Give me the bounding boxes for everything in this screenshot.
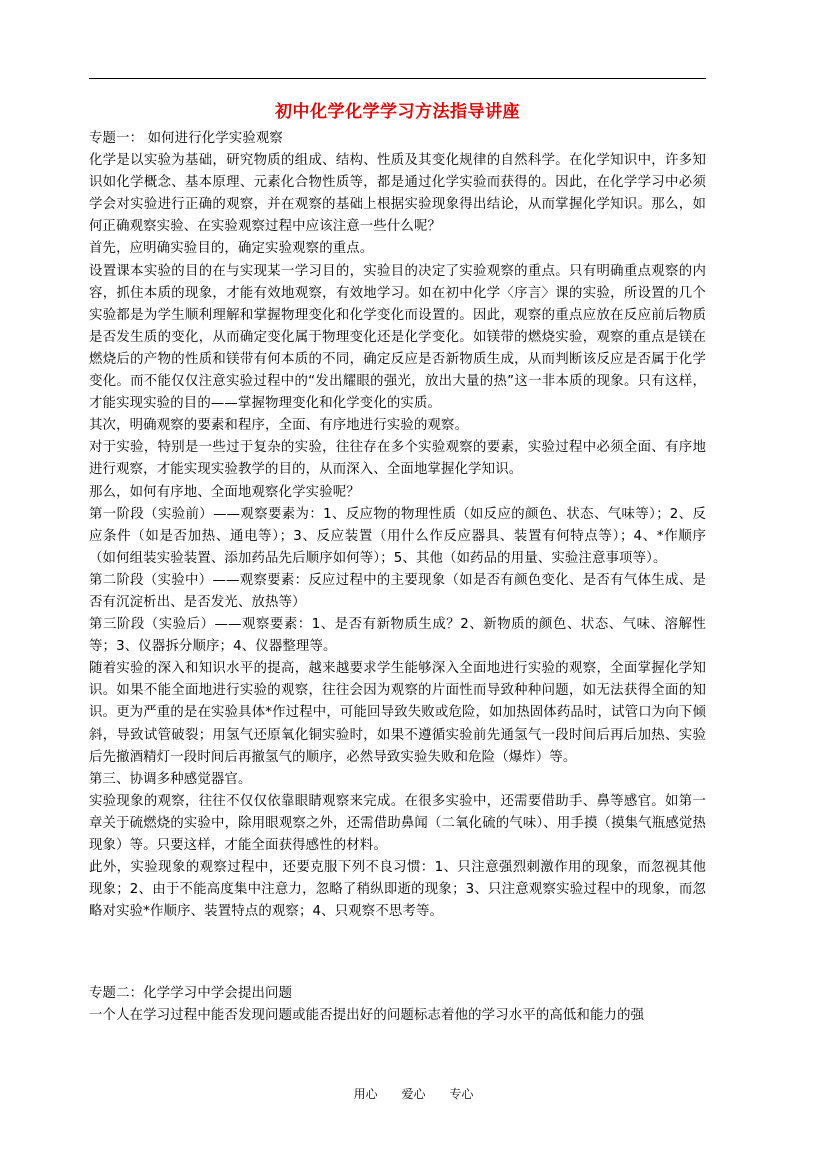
paragraph: 对于实验，特别是一些过于复杂的实验，往往存在多个实验观察的要素，实验过程中必须全面、有序地进行观察，才能实现实验教学的目的，从而深入、全面地掌握化学知识。: [89, 440, 706, 478]
paragraph: 一个人在学习过程中能否发现问题或能否提出好的问题标志着他的学习水平的高低和能力的强: [89, 1008, 645, 1024]
document-body: [89, 100, 706, 1028]
paragraph: 第三阶段（实验后）——观察要素：1、是否有新物质生成？2、新物质的颜色、状态、气味、溶解性等；3、仪器拆分顺序；4、仪器整理等。: [89, 617, 706, 655]
paragraph: 第二阶段（实验中）——观察要素：反应过程中的主要现象（如是否有颜色变化、是否有气体生成、是否有沉淀析出、是否发光、放热等）: [89, 572, 706, 610]
section-heading: 专题二：化学学习中学会提出问题: [89, 986, 293, 1002]
paragraph: 其次，明确观察的要素和程序，全面、有序地进行实验的观察。: [89, 418, 469, 434]
paragraph: 设置课本实验的目的在与实现某一学习目的，实验目的决定了实验观察的重点。只有明确重点观察的内容，抓住本质的现象，才能有效地观察，有效地学习。如在初中化学〈序言〉课的实验，所设置的几个实验都是为学生顺利理解和掌握物理变化和化学变化而设置的。因此，观察的重点应放在反应前后物质是否发生质的变化，从而确定变化属于物理变化还是化学变化。如镁带的燃烧实验，观察的重点是镁在燃烧后的产物的性质和镁带有何本质的不同，确定反应是否新物质生成，从而判断该反应是否属于化学变化。而不能仅仅注意实验过程中的“发出耀眼的强光，放出大量的热”这一非本质的现象。只有这样，才能实现实验的目的——掌握物理变化和化学变化的实质。: [89, 263, 706, 412]
footer-text: 专心: [449, 1087, 474, 1101]
paragraph: 第三、协调多种感觉器官。: [89, 771, 252, 787]
paragraph: 随着实验的深入和知识水平的提高，越来越要求学生能够深入全面地进行实验的观察，全面掌握化学知识。如果不能全面地进行实验的观察，往往会因为观察的片面性而导致种种问题，如无法获得全面的知识。更为严重的是在实验具体*作过程中，可能回导致失败或危险，如加热固体药品时，试管口为向下倾斜，导致试管破裂；用氢气还原氧化铜实验时，如果不遵循实验前先通氢气一段时间后再后加热、实验后先撤酒精灯一段时间后再撤氢气的顺序，必然导致实验失败和危险（爆炸）等。: [89, 661, 706, 765]
paragraph: 化学是以实验为基础，研究物质的组成、结构、性质及其变化规律的自然科学。在化学知识中，许多知识如化学概念、基本原理、元素化合物性质等，都是通过化学实验而获得的。因此，在化学学习中必须学会对实验进行正确的观察，并在观察的基础上根据实验现象得出结论，从而掌握化学知识。那么，如何正确观察实验、在实验观察过程中应该注意一些什么呢？: [89, 153, 706, 235]
footer-text: 用心: [353, 1087, 378, 1101]
paragraph: 那么，如何有序地、全面地观察化学实验呢？: [89, 484, 360, 500]
paragraph: 此外，实验现象的观察过程中，还要克服下列不良习惯：1、只注意强烈刺激作用的现象，而忽视其他现象；2、由于不能高度集中注意力，忽略了稍纵即逝的现象；3、只注意观察实验过程中的现象，而忽略对实验*作顺序、装置特点的观察；4、只观察不思考等。: [89, 860, 706, 920]
page-footer: [0, 1085, 827, 1102]
section-gap: [89, 923, 706, 983]
paragraph: 首先，应明确实验目的，确定实验观察的重点。: [89, 241, 374, 257]
paragraph: 实验现象的观察，往往不仅仅依靠眼睛观察来完成。在很多实验中，还需要借助手、鼻等感官。如第一章关于硫燃烧的实验中，除用眼观察之外，还需借助鼻闻（二氧化硫的气味）、用手摸（摸集气瓶感觉热现象）等。只要这样，才能全面获得感性的材料。: [89, 793, 706, 853]
header-rule: [89, 78, 706, 79]
document-title: 初中化学化学学习方法指导讲座: [275, 102, 520, 122]
section-heading: 专题一： 如何进行化学实验观察: [89, 131, 283, 146]
footer-text: 爱心: [401, 1087, 426, 1101]
paragraph: 第一阶段（实验前）——观察要素为：1、反应物的物理性质（如反应的颜色、状态、气味等）；2、反应条件（如是否加热、通电等）；3、反应装置（用什么作反应器具、装置有何特点等）；4、*作顺序（如何组装实验装置、添加药品先后顺序如何等）；5、其他（如药品的用量、实验注意事项等）。: [89, 506, 706, 566]
